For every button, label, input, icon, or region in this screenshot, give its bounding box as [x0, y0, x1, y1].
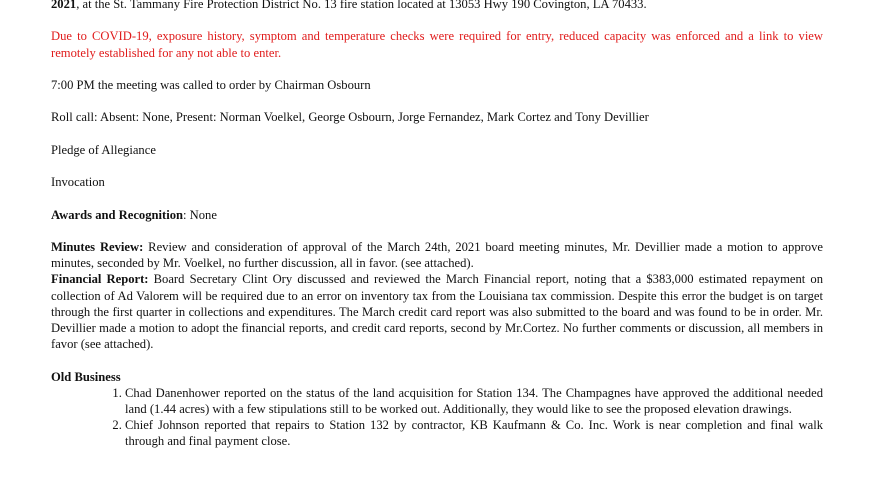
old-business-heading: Old Business [51, 369, 121, 384]
minutes-review-text: Review and consideration of approval of the March 24th, 2021 board meeting minutes, Mr. Devillier made a motion to approve minutes, seconded by Mr. Voelkel, no further discussion, all in favor. (see attached). [51, 239, 823, 271]
list-item: 1. Chad Danenhower reported on the status of the land acquisition for Station 134. The Champagnes have approved the additional needed land (1.44 acres) with a few stipulations still to be worked out. Additionally, they would like to see the proposed elevation drawings. [125, 385, 823, 417]
document-page [51, 0, 823, 450]
awards-recognition [51, 207, 823, 223]
list-item: 2. Chief Johnson reported that repairs to Station 132 by contractor, KB Kaufmann & Co. Inc. Work is near completion and final walk through and final payment close. [125, 417, 823, 449]
awards-label: Awards and Recognition [51, 207, 184, 222]
pledge: Pledge of Allegiance [51, 142, 156, 157]
awards-text: : None [183, 207, 217, 222]
roll-call: Roll call: Absent: None, Present: Norman Voelkel, George Osbourn, Jorge Fernandez, Mark Cortez and Tony Devillier [51, 110, 649, 125]
minutes-review [51, 239, 823, 271]
covid-notice: Due to COVID-19, exposure history, symptom and temperature checks were required for entry, reduced capacity was enforced and a link to view remotely established for any not able to enter. [51, 29, 823, 60]
meeting-location-text: , at the St. Tammany Fire Protection District No. 13 fire station located at 13053 Hwy 190 Covington, LA 70433. [76, 0, 647, 11]
call-to-order: 7:00 PM the meeting was called to order by Chairman Osbourn [51, 77, 371, 92]
minutes-review-label: Minutes Review: [51, 239, 144, 254]
financial-report [51, 271, 823, 352]
financial-report-label: Financial Report: [51, 272, 149, 287]
meeting-location [51, 0, 823, 12]
invocation: Invocation [51, 175, 105, 190]
old-business-list [51, 385, 823, 450]
financial-report-text: Board Secretary Clint Ory discussed and reviewed the March Financial report, noting that a $383,000 estimated repayment on collection of Ad Valorem will be required due to an error on inventory tax from the Louisiana tax commission. Despite this error the budget is on target through the first quarter in collections and expenditures. The March credit card report was also submitted to the board and was found to be in order. Mr. Devillier made a motion to adopt the financial reports, and credit card reports, second by Mr.Cortez. No further comments or discussion, all members in favor (see attached). [51, 272, 824, 352]
meeting-year: 2021 [51, 0, 77, 11]
